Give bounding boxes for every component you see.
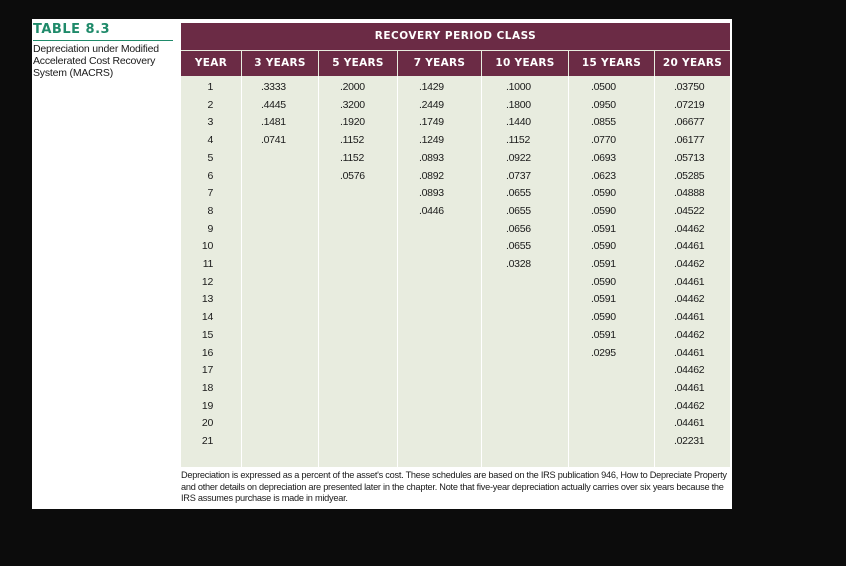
- column-header-5: 15 YEARS: [569, 51, 654, 76]
- column-divider: [568, 76, 569, 467]
- column-divider: [241, 76, 242, 467]
- rate-cell: .0590: [591, 275, 616, 288]
- rate-cell: .04462: [674, 293, 705, 306]
- year-cell: 9: [207, 222, 213, 235]
- year-cell: 2: [207, 98, 213, 111]
- rate-cell: .0770: [591, 134, 616, 147]
- rate-cell: .02231: [674, 435, 705, 447]
- column-divider: [481, 76, 482, 467]
- rate-cell: .04462: [674, 399, 705, 412]
- rate-cell: .2449: [419, 98, 444, 111]
- column-header-6: 20 YEARS: [655, 51, 730, 76]
- year-cell: 15: [201, 328, 213, 341]
- rate-cell: .04461: [674, 311, 705, 324]
- rate-cell: .0855: [591, 116, 616, 129]
- rate-cell: .1920: [340, 116, 365, 129]
- rate-cell: .3333: [261, 81, 286, 93]
- rate-cell: .04462: [674, 328, 705, 341]
- rate-cell: .2000: [340, 81, 365, 93]
- table-footnote: Depreciation is expressed as a percent of the asset's cost. These schedules are based on the IRS publication 946, How to Depreciate Property and other details on depreciation are presented later in the chapter. Note that five-year depreciation actually carries over six years because the IRS assumes purchase is made in midyear.: [181, 470, 727, 503]
- macrs-table: [181, 23, 730, 467]
- rate-cell: .06177: [674, 134, 705, 147]
- recovery-period-band: RECOVERY PERIOD CLASS: [181, 23, 730, 50]
- rate-cell: .03750: [674, 81, 705, 93]
- rate-cell: .04462: [674, 364, 705, 377]
- year-cell: 7: [207, 187, 213, 200]
- rate-cell: .1800: [506, 98, 531, 111]
- rate-cell: .0693: [591, 151, 616, 164]
- rate-cell: .0328: [506, 258, 531, 270]
- rate-cell: .0500: [591, 81, 616, 93]
- rate-cell: .1152: [340, 134, 364, 147]
- rate-cell: .0591: [591, 293, 616, 306]
- year-cell: 10: [201, 240, 213, 253]
- year-cell: 11: [202, 258, 213, 270]
- rate-cell: .0655: [506, 240, 531, 253]
- rate-cell: .1481: [261, 116, 286, 129]
- rate-cell: .04462: [674, 258, 705, 270]
- rate-cell: .07219: [674, 98, 705, 111]
- year-cell: 4: [207, 134, 213, 147]
- rate-cell: .0295: [591, 346, 616, 359]
- column-divider: [397, 76, 398, 467]
- column-header-4: 10 YEARS: [482, 51, 568, 76]
- rate-cell: .1152: [506, 134, 530, 147]
- rate-cell: .04461: [674, 275, 705, 288]
- rate-cell: .1000: [506, 81, 531, 93]
- rate-cell: .0591: [591, 222, 616, 235]
- rate-cell: .1429: [419, 81, 444, 93]
- rate-cell: .0893: [419, 187, 444, 200]
- rate-cell: .1249: [419, 134, 444, 147]
- rate-cell: .06677: [674, 116, 705, 129]
- column-header-2: 5 YEARS: [319, 51, 397, 76]
- year-cell: 20: [201, 417, 213, 430]
- year-cell: 6: [207, 169, 213, 182]
- rate-cell: .04462: [674, 222, 705, 235]
- rate-cell: .0590: [591, 311, 616, 324]
- rate-cell: .0655: [506, 187, 531, 200]
- year-cell: 8: [207, 204, 213, 217]
- year-cell: 14: [201, 311, 213, 324]
- rate-cell: .0591: [591, 328, 616, 341]
- table-sheet: [32, 19, 732, 509]
- rate-cell: .05285: [674, 169, 705, 182]
- rate-cell: .0655: [506, 204, 531, 217]
- year-cell: 18: [201, 381, 213, 394]
- rate-cell: .0893: [419, 151, 444, 164]
- rate-cell: .0591: [591, 258, 616, 270]
- rate-cell: .0892: [419, 169, 444, 182]
- year-cell: 3: [207, 116, 213, 129]
- table-sidebar: [33, 21, 173, 79]
- rate-cell: .04461: [674, 240, 705, 253]
- column-header-0: YEAR: [181, 51, 241, 76]
- year-cell: 21: [201, 435, 213, 447]
- rate-cell: .0576: [340, 169, 365, 182]
- column-header-1: 3 YEARS: [242, 51, 318, 76]
- rate-cell: .4445: [261, 98, 286, 111]
- year-cell: 5: [207, 151, 213, 164]
- year-cell: 19: [201, 399, 213, 412]
- rate-cell: .0590: [591, 240, 616, 253]
- year-cell: 1: [207, 81, 213, 93]
- rate-cell: .04888: [674, 187, 705, 200]
- rate-cell: .3200: [340, 98, 365, 111]
- rate-cell: .1152: [340, 151, 364, 164]
- column-divider: [318, 76, 319, 467]
- rate-cell: .0950: [591, 98, 616, 111]
- table-label: TABLE 8.3: [33, 22, 111, 37]
- rate-cell: .0741: [261, 134, 286, 147]
- rate-cell: .0656: [506, 222, 531, 235]
- rate-cell: .0623: [591, 169, 616, 182]
- rate-cell: .0922: [506, 151, 531, 164]
- rate-cell: .05713: [674, 151, 705, 164]
- rate-cell: .0590: [591, 204, 616, 217]
- rate-cell: .04461: [674, 417, 705, 430]
- year-cell: 12: [201, 275, 213, 288]
- rate-cell: .1749: [419, 116, 444, 129]
- rate-cell: .04461: [674, 346, 705, 359]
- rate-cell: .1440: [506, 116, 531, 129]
- rate-cell: .0446: [419, 204, 444, 217]
- rate-cell: .0737: [506, 169, 531, 182]
- rate-cell: .04522: [674, 204, 705, 217]
- year-cell: 13: [201, 293, 213, 306]
- column-divider: [654, 76, 655, 467]
- column-header-3: 7 YEARS: [398, 51, 481, 76]
- rate-cell: .0590: [591, 187, 616, 200]
- year-cell: 17: [201, 364, 213, 377]
- rate-cell: .04461: [674, 381, 705, 394]
- year-cell: 16: [201, 346, 213, 359]
- table-caption: Depreciation under Modified Accelerated Cost Recovery System (MACRS): [33, 40, 173, 79]
